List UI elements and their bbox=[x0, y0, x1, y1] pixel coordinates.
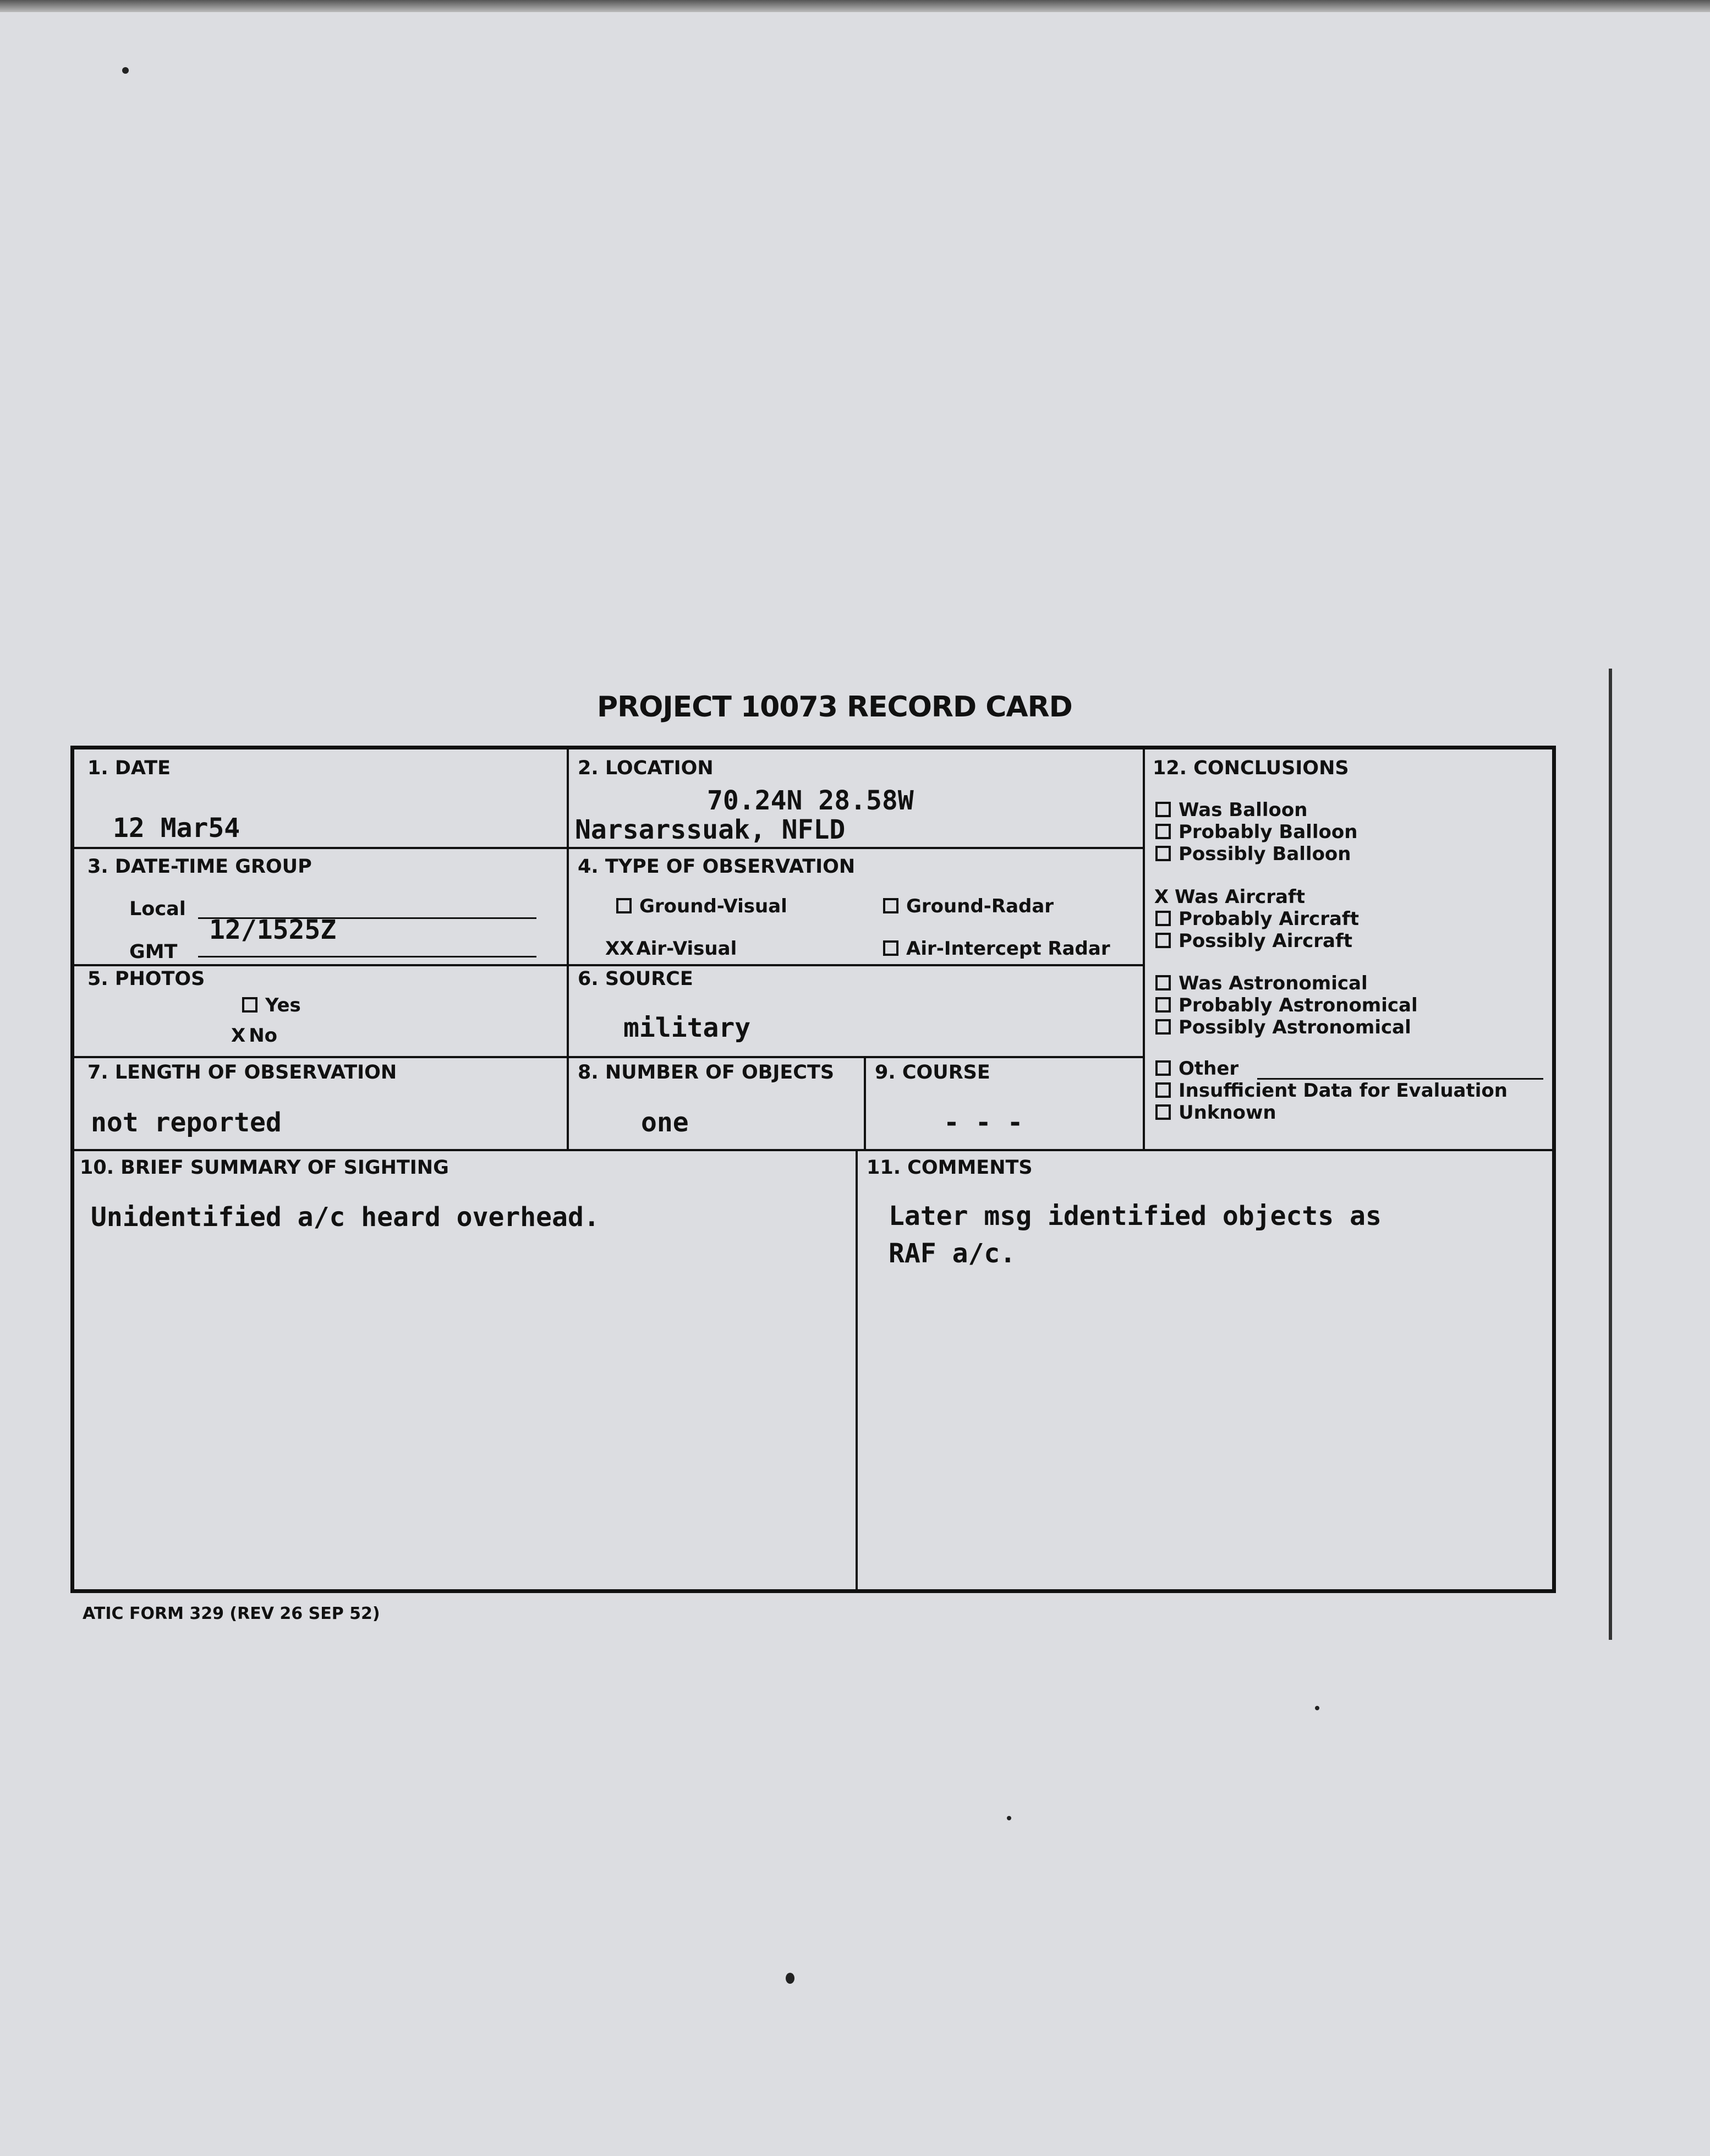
summary-label: 10. BRIEF SUMMARY OF SIGHTING bbox=[80, 1157, 449, 1179]
date-value: 12 Mar54 bbox=[113, 813, 240, 844]
conclusions-label: 12. CONCLUSIONS bbox=[1153, 757, 1349, 779]
scan-speck bbox=[122, 67, 129, 74]
course-label: 9. COURSE bbox=[875, 1061, 990, 1084]
comments-line-1: Later msg identified objects as bbox=[889, 1201, 1382, 1232]
checkbox bbox=[1155, 1019, 1171, 1035]
conclusion-was-astronomical: Was Astronomical bbox=[1155, 972, 1368, 994]
grid-line bbox=[74, 1056, 1144, 1058]
conclusion-probably-aircraft: Probably Aircraft bbox=[1155, 908, 1359, 930]
conclusion-probably-balloon: Probably Balloon bbox=[1155, 821, 1357, 843]
check-mark: XX bbox=[605, 938, 634, 960]
photos-yes: Yes bbox=[242, 994, 301, 1016]
datetime-label: 3. DATE-TIME GROUP bbox=[87, 856, 312, 878]
comments-label: 11. COMMENTS bbox=[867, 1157, 1033, 1179]
record-card bbox=[70, 746, 1556, 1593]
gmt-underline bbox=[198, 956, 536, 957]
source-value: military bbox=[623, 1013, 751, 1043]
conclusion-other: Other bbox=[1155, 1058, 1238, 1080]
length-label: 7. LENGTH OF OBSERVATION bbox=[87, 1061, 397, 1084]
conclusion-probably-astronomical: Probably Astronomical bbox=[1155, 994, 1418, 1016]
checkbox bbox=[883, 940, 898, 956]
check-mark: X bbox=[1154, 886, 1169, 908]
conclusion-possibly-balloon: Possibly Balloon bbox=[1155, 843, 1351, 865]
conclusion-unknown: Unknown bbox=[1155, 1102, 1276, 1124]
option-ground-radar: Ground-Radar bbox=[883, 895, 1054, 917]
local-label: Local bbox=[129, 898, 186, 920]
checkbox bbox=[883, 898, 898, 913]
checkbox bbox=[1155, 1104, 1171, 1120]
checkbox bbox=[1155, 911, 1171, 926]
summary-value: Unidentified a/c heard overhead. bbox=[91, 1202, 600, 1233]
grid-line bbox=[567, 749, 569, 1151]
location-coords: 70.24N 28.58W bbox=[707, 785, 914, 816]
grid-line bbox=[856, 1151, 858, 1593]
gmt-value: 12/1525Z bbox=[209, 915, 337, 945]
scan-speck bbox=[1315, 1706, 1319, 1710]
length-value: not reported bbox=[91, 1107, 282, 1138]
scan-speck bbox=[786, 1973, 794, 1984]
card-title: PROJECT 10073 RECORD CARD bbox=[597, 691, 1072, 724]
checkbox bbox=[1155, 846, 1171, 861]
option-air-intercept-radar: Air-Intercept Radar bbox=[883, 938, 1110, 960]
source-label: 6. SOURCE bbox=[578, 968, 693, 990]
conclusion-was-balloon: Was Balloon bbox=[1155, 799, 1307, 821]
location-place: Narsarssuak, NFLD bbox=[575, 814, 846, 845]
date-label: 1. DATE bbox=[87, 757, 171, 779]
scan-speck bbox=[1007, 1816, 1011, 1820]
objects-label: 8. NUMBER OF OBJECTS bbox=[578, 1061, 835, 1084]
gmt-label: GMT bbox=[129, 941, 178, 963]
checkbox bbox=[1155, 802, 1171, 817]
scan-artifact-line bbox=[1609, 669, 1612, 1640]
grid-line bbox=[864, 1058, 866, 1149]
checkbox bbox=[1155, 933, 1171, 948]
conclusion-insufficient-data: Insufficient Data for Evaluation bbox=[1155, 1080, 1508, 1102]
option-ground-visual: Ground-Visual bbox=[616, 895, 787, 917]
grid-line bbox=[1143, 749, 1145, 1151]
photos-no: X No bbox=[231, 1025, 278, 1047]
grid-line bbox=[74, 964, 1144, 966]
option-air-visual: XX Air-Visual bbox=[605, 938, 737, 960]
location-label: 2. LOCATION bbox=[578, 757, 714, 779]
photos-label: 5. PHOTOS bbox=[87, 968, 205, 990]
conclusion-was-aircraft: X Was Aircraft bbox=[1154, 886, 1305, 908]
grid-line bbox=[74, 847, 1144, 849]
checkbox bbox=[1155, 975, 1171, 991]
form-footer: ATIC FORM 329 (REV 26 SEP 52) bbox=[83, 1604, 380, 1623]
conclusion-possibly-astronomical: Possibly Astronomical bbox=[1155, 1016, 1411, 1038]
scan-edge bbox=[0, 0, 1710, 12]
objects-value: one bbox=[641, 1107, 689, 1138]
observation-type-label: 4. TYPE OF OBSERVATION bbox=[578, 856, 856, 878]
checkbox bbox=[1155, 1060, 1171, 1076]
comments-line-2: RAF a/c. bbox=[889, 1238, 1016, 1269]
checkbox bbox=[242, 997, 257, 1013]
course-value: - - - bbox=[944, 1107, 1023, 1138]
checkbox bbox=[1155, 997, 1171, 1013]
checkbox bbox=[1155, 1082, 1171, 1098]
check-mark: X bbox=[231, 1025, 246, 1047]
conclusion-possibly-aircraft: Possibly Aircraft bbox=[1155, 930, 1352, 952]
grid-line bbox=[74, 1149, 1554, 1151]
checkbox bbox=[1155, 824, 1171, 839]
checkbox bbox=[616, 898, 632, 913]
